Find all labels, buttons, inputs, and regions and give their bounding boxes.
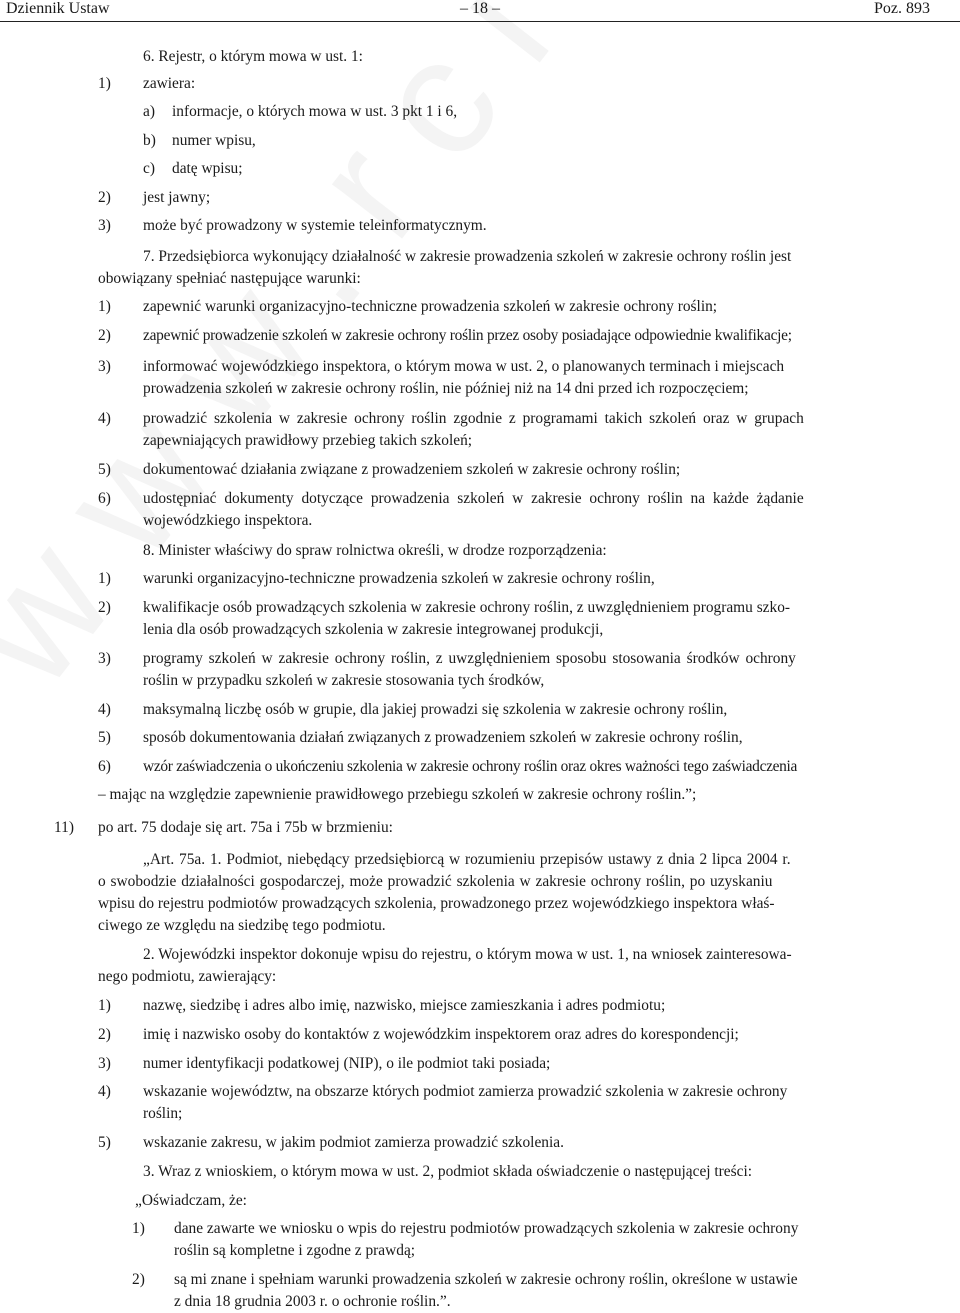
point-11-text: po art. 75 dodaje się art. 75a i 75b w brzmieniu: bbox=[98, 819, 393, 836]
article-75a-line: o swobodzie działalności gospodarczej, może prowadzić szkolenia w zakresie ochrony roślin, po uzyskaniu bbox=[98, 873, 773, 890]
item-label: 3) bbox=[98, 1055, 111, 1072]
item-label: 2) bbox=[98, 1026, 111, 1043]
section-6-intro: 6. Rejestr, o którym mowa w ust. 1: bbox=[143, 48, 363, 65]
item-label: 3) bbox=[98, 358, 111, 375]
list-item: zapewnić warunki organizacyjno-techniczne prowadzenia szkoleń w zakresie ochrony roślin; bbox=[143, 298, 718, 315]
item-label: 1) bbox=[98, 570, 111, 587]
item-label: 2) bbox=[98, 327, 111, 344]
list-item-cont: wojewódzkiego inspektora. bbox=[143, 512, 313, 529]
list-item: dane zawarte we wniosku o wpis do rejestru podmiotów prowadzących szkolenia w zakresie ochrony bbox=[174, 1220, 799, 1237]
item-label: 2) bbox=[132, 1271, 145, 1288]
list-item: wskazanie zakresu, w jakim podmiot zamierza prowadzić szkolenia. bbox=[143, 1134, 564, 1151]
list-item: jest jawny; bbox=[143, 189, 211, 206]
item-label: 3) bbox=[98, 217, 111, 234]
article-75a-ust2: 2. Wojewódzki inspektor dokonuje wpisu do rejestru, o którym mowa w ust. 1, na wniosek zainteresowa- bbox=[143, 946, 792, 963]
list-item: numer wpisu, bbox=[172, 132, 256, 149]
list-item: programy szkoleń w zakresie ochrony roślin, z uwzględnieniem sposobu stosowania środków ochrony bbox=[143, 650, 796, 667]
list-item: informować wojewódzkiego inspektora, o którym mowa w ust. 2, o planowanych terminach i miejscach bbox=[143, 358, 785, 375]
list-item-cont: zapewniających prawidłowy przebieg takich szkoleń; bbox=[143, 432, 473, 449]
list-item-cont: roślin są kompletne i zgodne z prawdą; bbox=[174, 1242, 416, 1259]
item-label: 5) bbox=[98, 1134, 111, 1151]
item-label: 1) bbox=[98, 75, 111, 92]
item-label: 1) bbox=[132, 1220, 145, 1237]
item-label: 5) bbox=[98, 461, 111, 478]
list-item-cont: z dnia 18 grudnia 2003 r. o ochronie roślin.”. bbox=[174, 1293, 451, 1310]
article-75a-line: wpisu do rejestru podmiotów prowadzących szkolenia, prowadzonego przez wojewódzkiego inspektora właś- bbox=[98, 895, 775, 912]
list-item: informacje, o których mowa w ust. 3 pkt 1 i 6, bbox=[172, 103, 458, 120]
list-item: kwalifikacje osób prowadzących szkolenia w zakresie ochrony roślin, z uwzględnieniem programu szko- bbox=[143, 599, 791, 616]
journal-title: Dziennik Ustaw bbox=[6, 0, 110, 17]
list-item: imię i nazwisko osoby do kontaktów z wojewódzkim inspektorem oraz adres do korespondencji; bbox=[143, 1026, 739, 1043]
item-label: 5) bbox=[98, 729, 111, 746]
declaration-opening: „Oświadczam, że: bbox=[135, 1192, 247, 1209]
list-item: datę wpisu; bbox=[172, 160, 243, 177]
list-item: są mi znane i spełniam warunki prowadzenia szkoleń w zakresie ochrony roślin, określone w ustawie bbox=[174, 1271, 798, 1288]
list-item: wzór zaświadczenia o ukończeniu szkolenia w zakresie ochrony roślin oraz okres ważności tego zaświadczenia bbox=[143, 758, 798, 775]
item-label: 1) bbox=[98, 997, 111, 1014]
list-item: zapewnić prowadzenie szkoleń w zakresie ochrony roślin przez osoby posiadające odpowiednie kwalifikacje; bbox=[143, 327, 792, 344]
list-item: sposób dokumentowania działań związanych z prowadzeniem szkoleń w zakresie ochrony roślin, bbox=[143, 729, 743, 746]
item-label: 1) bbox=[98, 298, 111, 315]
list-item: dokumentować działania związane z prowadzeniem szkoleń w zakresie ochrony roślin; bbox=[143, 461, 681, 478]
list-item: wskazanie województw, na obszarze których podmiot zamierza prowadzić szkolenia w zakresie ochrony bbox=[143, 1083, 788, 1100]
list-item: udostępniać dokumenty dotyczące prowadzenia szkoleń w zakresie ochrony roślin na każde żądanie bbox=[143, 490, 804, 507]
item-label: 4) bbox=[98, 410, 111, 427]
item-label: 6) bbox=[98, 758, 111, 775]
article-75a-ust2-cont: nego podmiotu, zawierający: bbox=[98, 968, 277, 985]
list-item: numer identyfikacji podatkowej (NIP), o ile podmiot taki posiada; bbox=[143, 1055, 551, 1072]
article-75a-ust3: 3. Wraz z wnioskiem, o którym mowa w ust. 2, podmiot składa oświadczenie o następującej treści: bbox=[143, 1163, 753, 1180]
section-8-intro: 8. Minister właściwy do spraw rolnictwa określi, w drodze rozporządzenia: bbox=[143, 542, 607, 559]
item-label: 4) bbox=[98, 701, 111, 718]
section-7-intro-cont: obowiązany spełniać następujące warunki: bbox=[98, 270, 361, 287]
list-item: warunki organizacyjno-techniczne prowadzenia szkoleń w zakresie ochrony roślin, bbox=[143, 570, 655, 587]
item-label: c) bbox=[143, 160, 155, 177]
list-item: zawiera: bbox=[143, 75, 196, 92]
item-label: 3) bbox=[98, 650, 111, 667]
point-label: 11) bbox=[54, 819, 74, 836]
list-item-cont: lenia dla osób prowadzących szkolenia w zakresie integrowanej produkcji, bbox=[143, 621, 604, 638]
list-item-cont: roślin; bbox=[143, 1105, 183, 1122]
item-label: 2) bbox=[98, 599, 111, 616]
item-label: a) bbox=[143, 103, 155, 120]
page-number: – 18 – bbox=[460, 0, 500, 17]
closing-clause: – mając na względzie zapewnienie prawidłowego przebiegu szkoleń w zakresie ochrony roślin.”; bbox=[98, 786, 697, 803]
section-7-intro: 7. Przedsiębiorca wykonujący działalność w zakresie prowadzenia szkoleń w zakresie ochrony roślin jest bbox=[143, 248, 792, 265]
list-item-cont: prowadzenia szkoleń w zakresie ochrony roślin, nie później niż na 14 dni przed ich rozpoczęciem; bbox=[143, 380, 749, 397]
list-item: może być prowadzony w systemie teleinformatycznym. bbox=[143, 217, 487, 234]
list-item: prowadzić szkolenia w zakresie ochrony roślin zgodnie z programami takich szkoleń oraz w grupach bbox=[143, 410, 804, 427]
list-item: maksymalną liczbę osób w grupie, dla jakiej prowadzi się szkolenia w zakresie ochrony roślin, bbox=[143, 701, 728, 718]
list-item: nazwę, siedzibę i adres albo imię, nazwisko, miejsce zamieszkania i adres podmiotu; bbox=[143, 997, 666, 1014]
position-number: Poz. 893 bbox=[874, 0, 930, 17]
item-label: 2) bbox=[98, 189, 111, 206]
article-75a-line: ciwego ze względu na siedzibę tego podmiotu. bbox=[98, 917, 386, 934]
item-label: b) bbox=[143, 132, 156, 149]
list-item-cont: roślin w przypadku szkoleń w zakresie stosowania tych środków, bbox=[143, 672, 545, 689]
item-label: 4) bbox=[98, 1083, 111, 1100]
item-label: 6) bbox=[98, 490, 111, 507]
article-75a-line: „Art. 75a. 1. Podmiot, niebędący przedsiębiorcą w rozumieniu przepisów ustawy z dnia 2 lipca 2004 r. bbox=[143, 851, 791, 868]
